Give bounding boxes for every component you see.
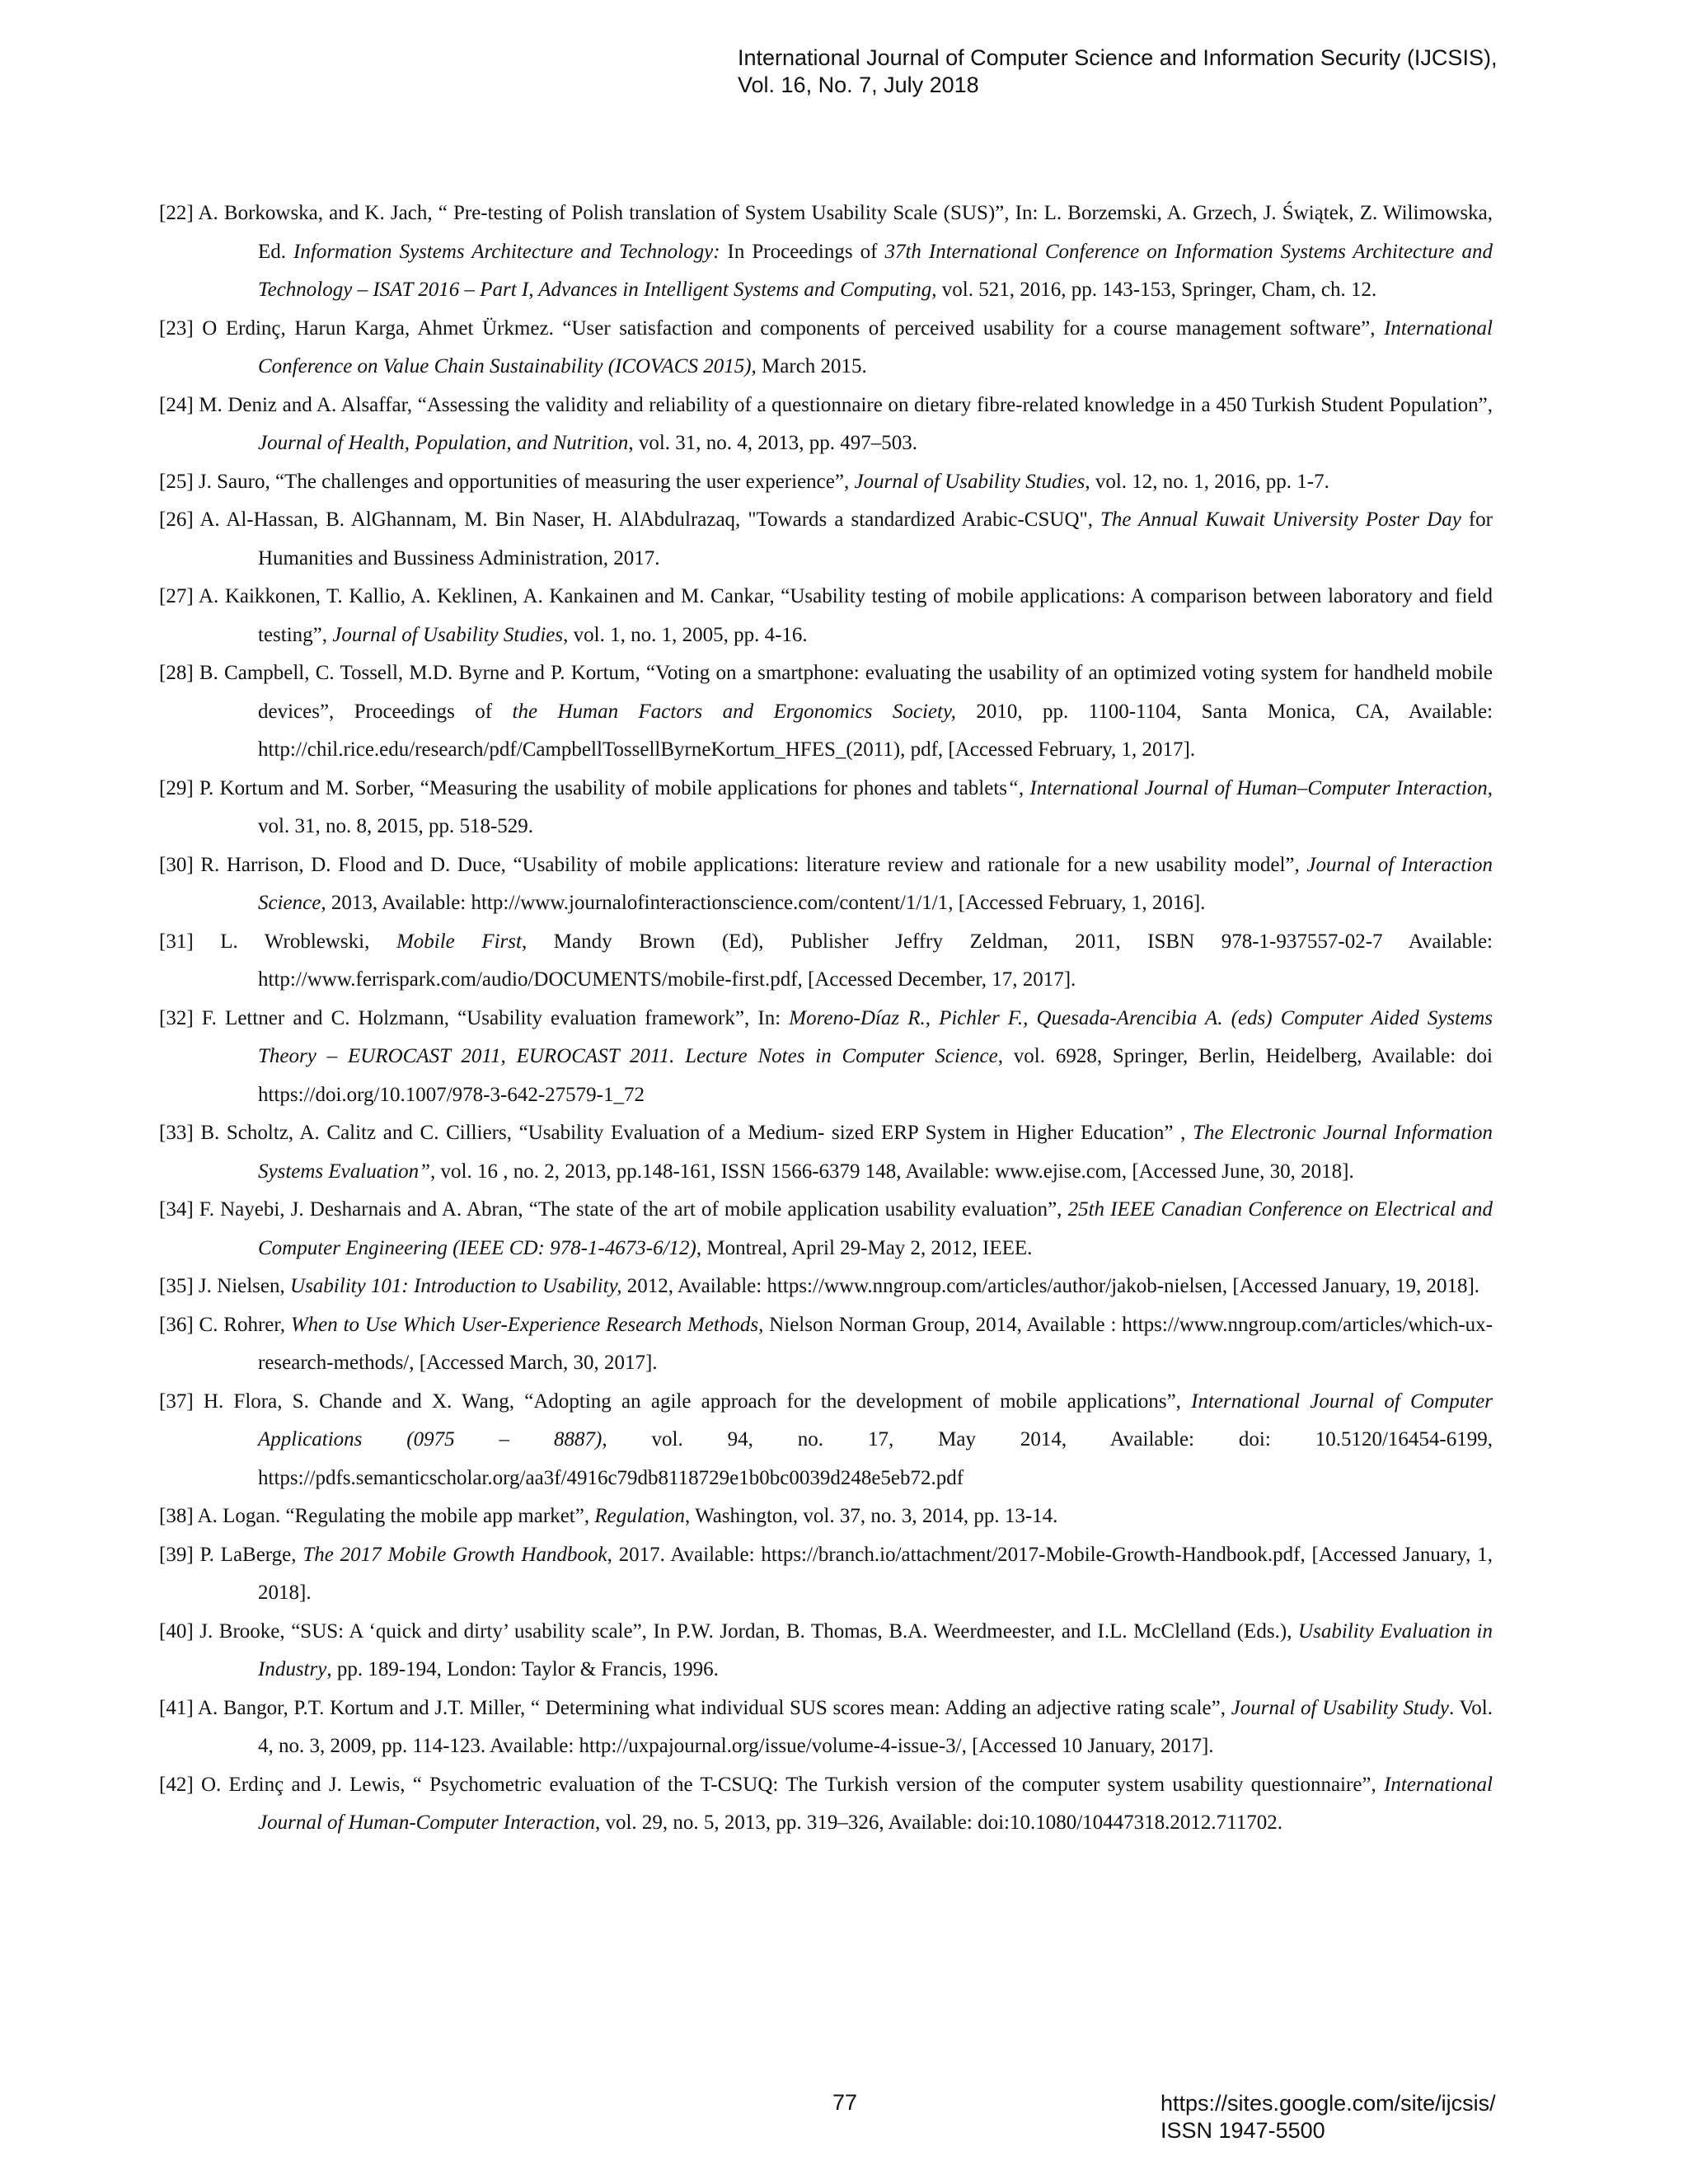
reference-text: , pp. 189-194, London: Taylor & Francis, 1996. [326,1658,719,1680]
reference-text: , vol. 94, no. 17, May 2014, Available: doi: 10.5120/16454-6199, https://pdfs.semanticscholar.org/aa3f/4916c79db8118729e1b0bc0039d248e5eb72.pdf [258,1428,1493,1489]
reference-number: [41] [159,1696,194,1719]
reference-number: [37] [159,1390,194,1413]
reference-number: [35] [159,1275,194,1297]
reference-text: . Vol. 4, no. 3, 2009, pp. 114-123. Available: http://uxpajournal.org/issue/volume-4-issue-3/, [Accessed 10 January, 2017]. [258,1696,1493,1757]
reference-italic-text: Journal of Health, Population, and Nutrition [258,432,629,454]
reference-text: In Proceedings of [720,240,885,263]
reference-number: [27] [159,585,194,607]
reference-number: [23] [159,316,194,340]
reference-entry [159,387,1493,463]
reference-italic-text: Mobile First [396,930,522,953]
reference-text: 2012, Available: https://www.nngroup.com/articles/author/jakob-nielsen, [Accessed January, 19, 2018]. [621,1275,1480,1297]
reference-text: H. Flora, S. Chande and X. Wang, “Adopting an agile approach for the development of mobile applications”, [193,1390,1192,1413]
reference-entry [159,654,1493,770]
reference-italic-text: Regulation [594,1505,686,1527]
reference-text: J. Sauro, “The challenges and opportunities of measuring the user experience”, [193,470,855,493]
journal-header [738,45,1562,99]
reference-entry [159,923,1493,1000]
reference-entry [159,1536,1493,1613]
reference-entry [159,1191,1493,1268]
reference-italic-text: Journal of Usability Study [1231,1696,1450,1719]
reference-number: [24] [159,393,194,416]
journal-volume-line: Vol. 16, No. 7, July 2018 [738,73,979,97]
reference-text: J. Brooke, “SUS: A ‘quick and dirty’ usability scale”, In P.W. Jordan, B. Thomas, B.A. Weerdmeester, and I.L. McClelland (Eds.), [193,1619,1299,1643]
reference-number: [32] [159,1006,194,1029]
reference-number: [39] [159,1543,194,1566]
reference-italic-text: Journal of Interaction Science, [258,853,1493,914]
reference-italic-text: “, International Journal of Human–Computer Interaction [1007,776,1488,799]
reference-entry [159,463,1493,502]
reference-text: , vol. 31, no. 4, 2013, pp. 497–503. [628,432,918,454]
reference-text: P. LaBerge, [193,1543,303,1566]
reference-entry [159,1000,1493,1115]
reference-number: [40] [159,1619,194,1643]
reference-text: M. Deniz and A. Alsaffar, “Assessing the validity and reliability of a questionnaire on dietary fibre-related knowledge in a 450 Turkish Student Population”, [193,393,1493,416]
reference-entry [159,1613,1493,1690]
reference-text: March 2015. [756,355,867,377]
reference-text: C. Rohrer, [193,1313,291,1336]
reference-entry [159,1268,1493,1306]
reference-italic-text: International Journal of Computer Applications (0975 – 8887) [258,1390,1493,1451]
reference-text: P. Kortum and M. Sorber, “Measuring the usability of mobile applications for phones and tablets [193,776,1008,799]
reference-entry [159,1383,1493,1498]
reference-italic-text: 37th International Conference on Information Systems Architecture and Technology – ISAT 2016 – Part I, Advances in Intelligent Systems and Computing [258,240,1493,301]
reference-entry [159,1306,1493,1383]
reference-number: [34] [159,1198,194,1221]
reference-number: [25] [159,470,194,493]
reference-italic-text: the Human Factors and Ergonomics Society, [512,700,956,723]
reference-text: R. Harrison, D. Flood and D. Duce, “Usability of mobile applications: literature review and rationale for a new usability model”, [193,853,1307,876]
reference-entry [159,846,1493,923]
reference-italic-text: 25th IEEE Canadian Conference on Electrical and Computer Engineering (IEEE CD: 978-1-4673-6/12) [258,1198,1493,1259]
reference-text: , Mandy Brown (Ed), Publisher Jeffry Zeldman, 2011, ISBN 978-1-937557-02-7 Available: http://www.ferrispark.com/audio/DOCUMENTS/mobile-first.pdf, [Accessed December, 17, 2017]. [258,930,1493,991]
reference-number: [26] [159,509,194,531]
reference-text: , vol. 6928, Springer, Berlin, Heidelberg, Available: doi https://doi.org/10.1007/978-3-642-27579-1_72 [258,1045,1493,1106]
reference-text: A. Kaikkonen, T. Kallio, A. Keklinen, A. Kankainen and M. Cankar, “Usability testing of mobile applications: A comparison between laboratory and field testing”, [193,585,1493,646]
reference-italic-text: Journal of Usability Studies [854,470,1085,493]
reference-italic-text: Information Systems Architecture and Technology: [293,240,720,263]
reference-text: A. Bangor, P.T. Kortum and J.T. Miller, “ Determining what individual SUS scores mean: Adding an adjective rating scale”, [193,1696,1231,1719]
journal-title-line: International Journal of Computer Science and Information Security (IJCSIS), [738,45,1498,70]
reference-entry [159,1766,1493,1843]
reference-text: , vol. 521, 2016, pp. 143-153, Springer, Cham, ch. 12. [931,279,1377,301]
reference-number: [28] [159,662,194,684]
reference-text: , Washington, vol. 37, no. 3, 2014, pp. 13-14. [685,1505,1058,1527]
reference-italic-text: Moreno-Díaz R., Pichler F., Quesada-Arencibia A. (eds) Computer Aided Systems Theory – EUROCAST 2011, EUROCAST 2011. Lecture Notes in Computer Science [258,1006,1493,1067]
reference-text: F. Nayebi, J. Desharnais and A. Abran, “The state of the art of mobile application usability evaluation”, [193,1198,1068,1221]
reference-text: B. Scholtz, A. Calitz and C. Cilliers, “Usability Evaluation of a Medium- sized ERP System in Higher Education” , [193,1122,1193,1144]
reference-number: [36] [159,1313,194,1336]
reference-text: , vol. 12, no. 1, 2016, pp. 1-7. [1085,470,1329,493]
reference-italic-text: When to Use Which User-Experience Research Methods, [290,1313,764,1336]
reference-number: [42] [159,1773,194,1796]
reference-text: , Montreal, April 29-May 2, 2012, IEEE. [696,1236,1033,1259]
reference-text: for Humanities and Bussiness Administration, 2017. [258,509,1493,569]
reference-number: [22] [159,202,194,224]
reference-text: 2013, Available: http://www.journalofinteractionscience.com/content/1/1/1, [Accessed February, 1, 2016]. [326,892,1206,914]
reference-text: , vol. 1, no. 1, 2005, pp. 4-16. [563,623,808,646]
reference-entry [159,194,1493,310]
reference-text: Nielson Norman Group, 2014, Available : https://www.nngroup.com/articles/which-ux-research-methods/, [Accessed March, 30, 2017]. [258,1313,1493,1374]
reference-italic-text: The Electronic Journal Information Systems Evaluation” [258,1122,1493,1183]
reference-text: , vol. 16 , no. 2, 2013, pp.148-161, ISSN 1566-6379 148, Available: www.ejise.com, [Accessed June, 30, 2018]. [430,1160,1354,1183]
reference-entry [159,501,1493,578]
reference-text: O Erdinç, Harun Karga, Ahmet Ürkmez. “User satisfaction and components of perceived usability for a course management software”, [193,316,1385,340]
footer-issn: ISSN 1947-5500 [1160,2118,1325,2143]
reference-text: A. Logan. “Regulating the mobile app market”, [193,1505,595,1527]
reference-entry [159,310,1493,387]
footer-info [1160,2090,1573,2144]
reference-entry [159,1497,1493,1536]
reference-entry [159,578,1493,654]
reference-italic-text: The 2017 Mobile Growth Handbook [302,1543,607,1566]
reference-list [159,194,1493,1843]
reference-text: , vol. 29, no. 5, 2013, pp. 319–326, Available: doi:10.1080/10447318.2012.711702. [594,1811,1282,1834]
reference-text: O. Erdinç and J. Lewis, “ Psychometric evaluation of the T-CSUQ: The Turkish version of the computer system usability questionnaire”, [193,1773,1385,1796]
reference-text: A. Al-Hassan, B. AlGhannam, M. Bin Naser, H. AlAbdulrazaq, "Towards a standardized Arabic-CSUQ", [193,509,1100,531]
reference-number: [33] [159,1122,194,1144]
reference-number: [29] [159,776,194,799]
page-number: 77 [832,2090,858,2115]
reference-italic-text: International Journal of Human-Computer Interaction [258,1773,1493,1834]
reference-text: F. Lettner and C. Holzmann, “Usability evaluation framework”, In: [193,1006,790,1029]
reference-text: J. Nielsen, [193,1275,291,1297]
footer-url: https://sites.google.com/site/ijcsis/ [1160,2091,1496,2116]
reference-entry [159,1690,1493,1766]
reference-text: A. Borkowska, and K. Jach, “ Pre-testing of Polish translation of System Usability Scale (SUS)”, In: L. Borzemski, A. Grzech, J. Świątek, Z. Wilimowska, Ed. [193,202,1493,263]
reference-text: L. Wroblewski, [193,930,396,953]
reference-text: , vol. 31, no. 8, 2015, pp. 518-529. [258,776,1493,837]
reference-entry [159,1114,1493,1191]
reference-number: [30] [159,853,194,876]
reference-text: 2010, pp. 1100-1104, Santa Monica, CA, Available: http://chil.rice.edu/research/pdf/CampbellTossellByrneKortum_HFES_(2011), pdf, [Accessed February, 1, 2017]. [258,700,1493,761]
reference-italic-text: Journal of Usability Studies [332,623,564,646]
reference-number: [38] [159,1505,194,1527]
reference-italic-text: Usability 101: Introduction to Usability, [290,1275,622,1297]
reference-italic-text: Usability Evaluation in Industry [258,1619,1493,1680]
reference-entry [159,770,1493,846]
reference-italic-text: International Conference on Value Chain Sustainability (ICOVACS 2015), [258,316,1493,377]
reference-text: , 2017. Available: https://branch.io/attachment/2017-Mobile-Growth-Handbook.pdf, [Accessed January, 1, 2018]. [258,1543,1493,1604]
reference-italic-text: The Annual Kuwait University Poster Day [1100,509,1461,531]
reference-text: B. Campbell, C. Tossell, M.D. Byrne and P. Kortum, “Voting on a smartphone: evaluating the usability of an optimized voting system for handheld mobile devices”, Proceedings of [193,662,1493,723]
reference-number: [31] [159,930,194,953]
